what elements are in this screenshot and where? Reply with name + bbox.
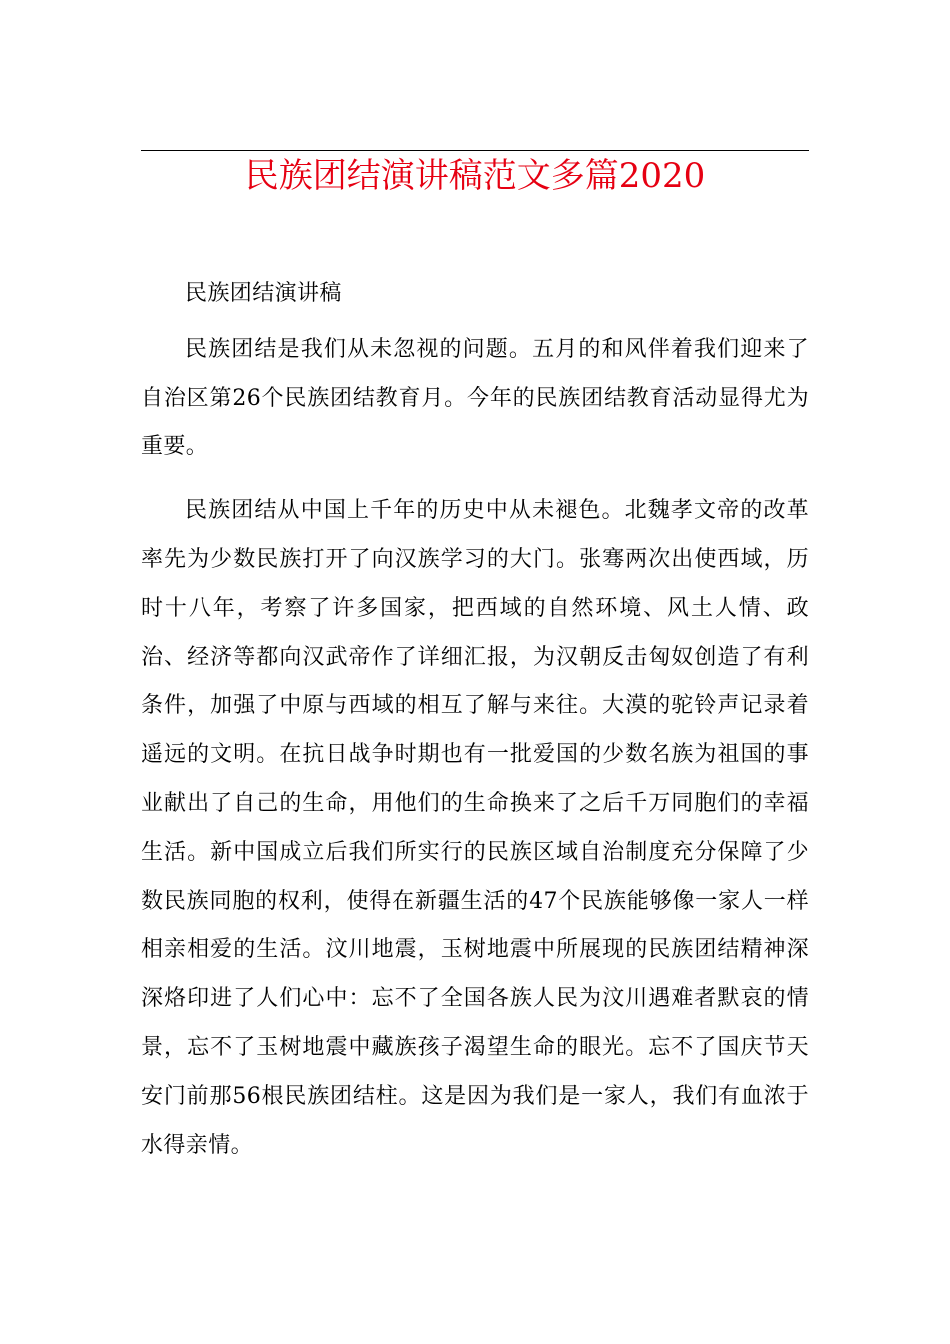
header-rule	[141, 150, 809, 151]
paragraph-2: 民族团结从中国上千年的历史中从未褪色。北魏孝文帝的改革率先为少数民族打开了向汉族学习的大门。张骞两次出使西域，历时十八年，考察了许多国家，把西域的自然环境、风土人情、政治、经济等都向汉武帝作了详细汇报，为汉朝反击匈奴创造了有利条件，加强了中原与西域的相互了解与来往。大漠的驼铃声记录着遥远的文明。在抗日战争时期也有一批爱国的少数名族为祖国的事业献出了自己的生命，用他们的生命换来了之后千万同胞们的幸福生活。新中国成立后我们所实行的民族区域自治制度充分保障了少数民族同胞的权利，使得在新疆生活的47个民族能够像一家人一样相亲相爱的生活。汶川地震，玉树地震中所展现的民族团结精神深深烙印进了人们心中：忘不了全国各族人民为汶川遇难者默哀的情景，忘不了玉树地震中藏族孩子渴望生命的眼光。忘不了国庆节天安门前那56根民族团结柱。这是因为我们是一家人，我们有血浓于水得亲情。	[141, 498, 809, 1158]
document-body	[141, 270, 809, 1170]
document-title: 民族团结演讲稿范文多篇2020	[244, 156, 706, 196]
paragraph-1: 民族团结是我们从未忽视的问题。五月的和风伴着我们迎来了自治区第26个民族团结教育月。今年的民族团结教育活动显得尤为重要。	[141, 336, 809, 460]
section-heading: 民族团结演讲稿	[185, 281, 342, 306]
